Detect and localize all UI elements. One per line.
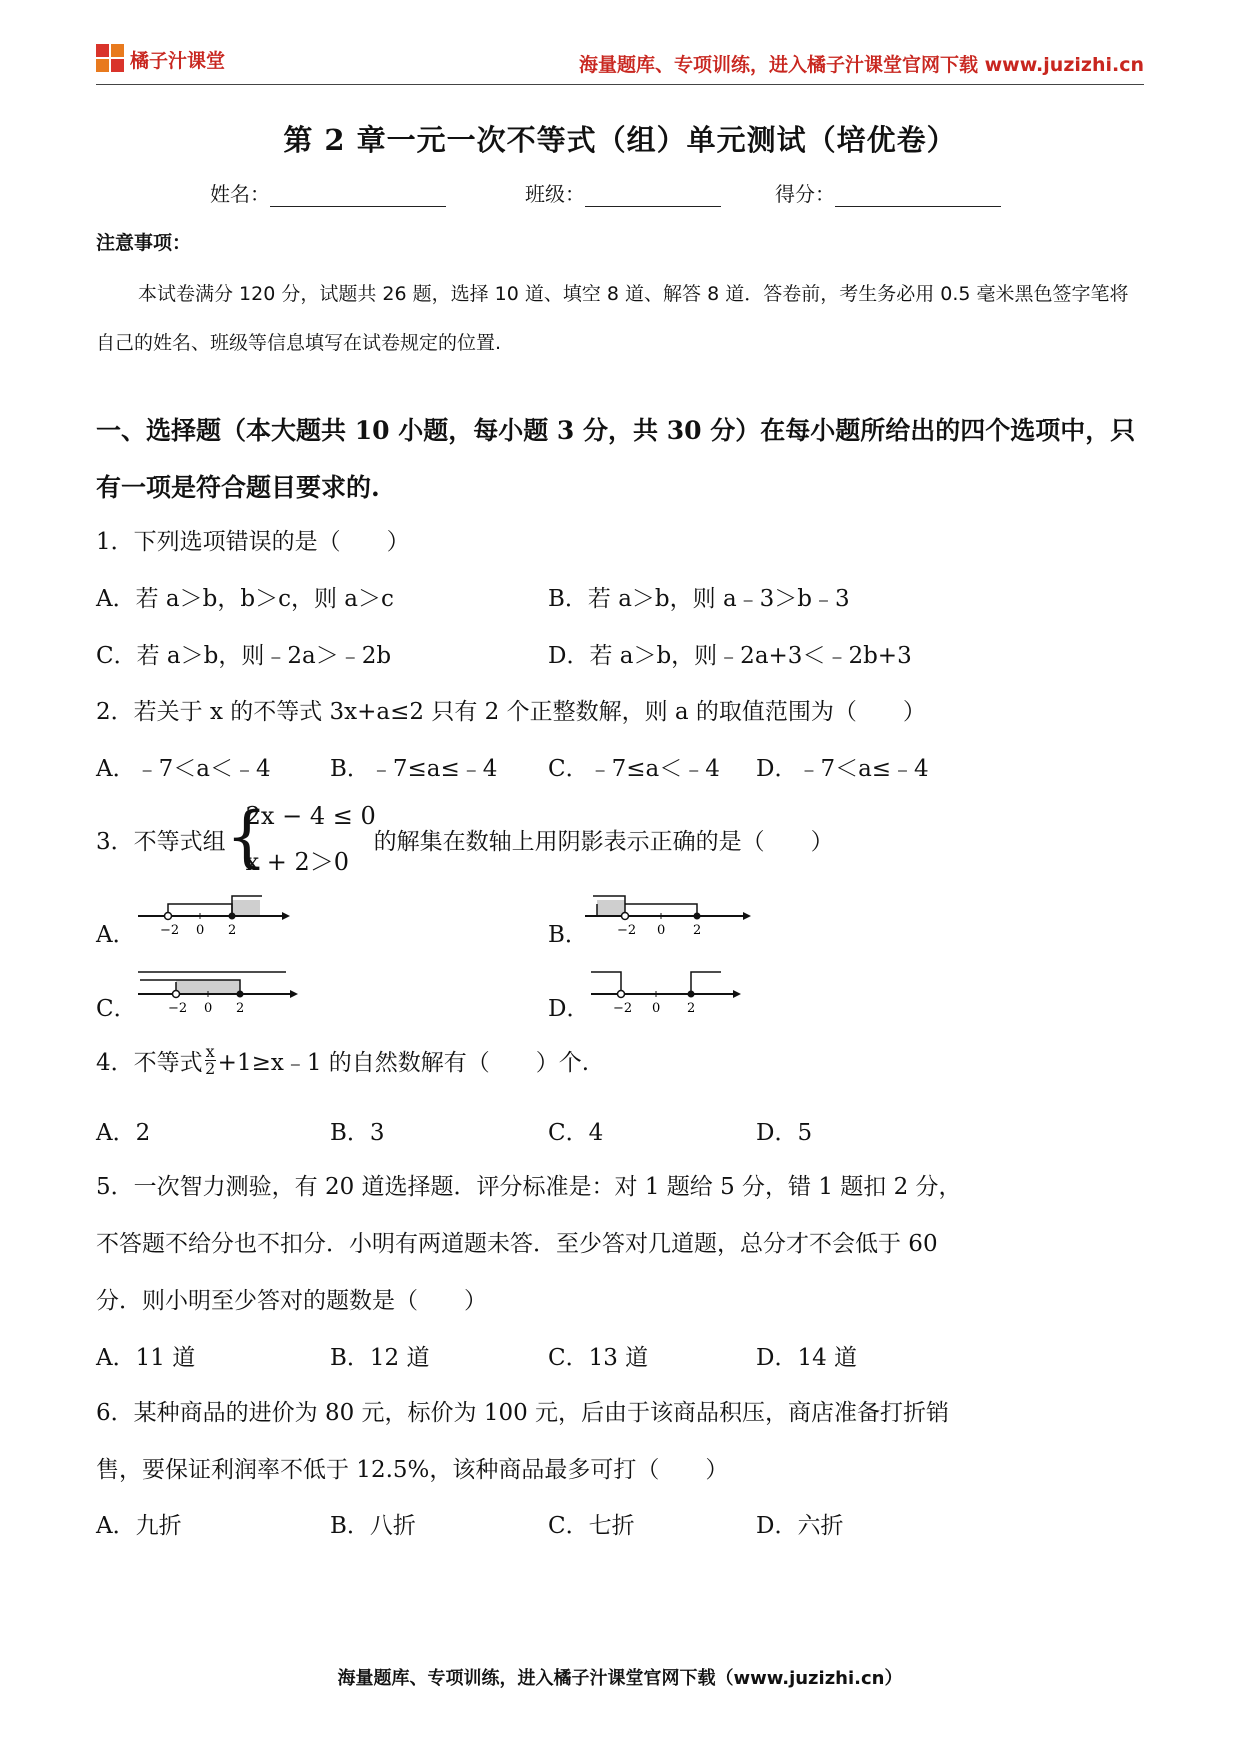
q3-eq2: x + 2＞0 [245,848,350,876]
tick-label: 2 [693,923,702,938]
class-blank [585,188,721,207]
q2-stem: 2．若关于 x 的不等式 3x+a≤2 只有 2 个正整数解，则 a 的取值范围为（ ） [96,699,926,725]
q4-stem [96,1044,589,1077]
shade-region [232,900,260,916]
open-point [165,913,172,920]
tick-label: 0 [652,1001,661,1014]
q3-option-b: B． [548,922,588,948]
q5-stem-line2: 不答题不给分也不扣分．小明有两道题未答．至少答对几道题，总分才不会低于 60 [96,1231,938,1257]
name-label: 姓名： [210,182,270,206]
tick-label: −2 [617,923,637,938]
tick-label: −2 [168,1001,188,1014]
q4-option-d: D．5 [756,1120,813,1146]
axis-arrow [743,912,751,920]
q1-stem: 1．下列选项错误的是（ ） [96,529,410,555]
q4-option-a: A．2 [96,1120,151,1146]
q3-numberline-a [130,886,290,942]
q5-stem-line1: 5．一次智力测验，有 20 道选择题．评分标准是：对 1 题给 5 分，错 1 题扣 2 分， [96,1174,962,1200]
q1-option-b: B．若 a＞b，则 a﹣3＞b﹣3 [548,586,850,612]
open-point [173,991,180,998]
fraction-numerator: x [205,1042,215,1061]
q5-option-b: B．12 道 [330,1345,430,1371]
tick-label: 2 [236,1001,245,1014]
header-tagline: 海量题库、专项训练，进入橘子汁课堂官网下载 www.juzizhi.cn [579,54,1144,76]
q5-option-c: C．13 道 [548,1345,649,1371]
notice-heading: 注意事项： [96,232,192,254]
closed-point [229,913,236,920]
q3-inequality-system [226,800,374,878]
q1-option-c: C．若 a＞b，则﹣2a＞﹣2b [96,643,392,669]
q4-option-c: C．4 [548,1120,604,1146]
notice-body: 本试卷满分 120 分，试题共 26 题，选择 10 道、填空 8 道、解答 8 道．答卷前，考生务必用 0.5 毫米黑色签字笔将自己的姓名、班级等信息填写在试卷规定的位置. [96,283,1129,354]
fraction-denominator: 2 [205,1059,216,1078]
q5-stem-line3: 分．则小明至少答对的题数是（ ） [96,1288,487,1314]
name-blank [270,188,446,207]
q2-option-c: C．﹣7≤a＜﹣4 [548,756,720,782]
score-blank [835,188,1001,207]
shade-region [597,900,625,916]
brace-symbol: { [225,798,268,875]
q6-stem-line1: 6．某种商品的进价为 80 元，标价为 100 元，后由于该商品积压，商店准备打折销 [96,1400,950,1426]
q2-option-d: D．﹣7＜a≤﹣4 [756,756,929,782]
page-title: 第 2 章一元一次不等式（组）单元测试（培优卷） [283,123,957,157]
q1-option-a: A．若 a＞b，b＞c，则 a＞c [96,586,394,612]
range-bracket [691,972,721,994]
q3-option-c: C． [96,996,137,1022]
class-field [525,178,721,207]
open-point [618,991,625,998]
q3-numberline-d [585,958,745,1014]
axis-arrow [290,990,298,998]
q4-stem-post: +1≥x﹣1 的自然数解有（ ）个. [217,1050,590,1076]
closed-point [688,991,695,998]
q6-option-b: B．八折 [330,1513,416,1539]
q2-option-b: B．﹣7≤a≤﹣4 [330,756,498,782]
q1-option-d: D．若 a＞b，则﹣2a+3＜﹣2b+3 [548,643,912,669]
tick-label: 0 [196,923,205,938]
q4-option-b: B．3 [330,1120,385,1146]
score-label: 得分： [775,182,835,206]
header-divider [96,84,1144,85]
q2-option-a: A．﹣7＜a＜﹣4 [96,756,271,782]
tick-label: −2 [160,923,180,938]
tick-label: 2 [687,1001,696,1014]
name-field [210,178,446,207]
page-footer: 海量题库、专项训练，进入橘子汁课堂官网下载（www.juzizhi.cn） [337,1668,903,1689]
q3-stem [96,800,834,878]
open-point [622,913,629,920]
score-field [775,178,1001,207]
axis-arrow [282,912,290,920]
q3-option-a: A． [96,922,136,948]
q5-option-a: A．11 道 [96,1345,196,1371]
q6-stem-line2: 售，要保证利润率不低于 12.5%，该种商品最多可打（ ） [96,1457,729,1483]
q6-option-a: A．九折 [96,1513,182,1539]
q3-stem-post: 的解集在数轴上用阴影表示正确的是（ ） [373,828,834,855]
logo-icon [96,44,126,74]
tick-label: −2 [613,1001,633,1014]
q4-fraction [205,1044,216,1077]
class-label: 班级： [525,182,585,206]
q3-numberline-c [130,958,300,1014]
q3-eq1: 2x − 4 ≤ 0 [245,802,376,830]
q3-option-d: D． [548,996,590,1022]
tick-label: 0 [657,923,666,938]
q3-numberline-b [585,886,755,942]
q3-stem-pre: 3．不等式组 [96,828,226,855]
closed-point [237,991,244,998]
q6-option-c: C．七折 [548,1513,635,1539]
tick-label: 0 [204,1001,213,1014]
range-bracket [591,972,621,994]
q6-option-d: D．六折 [756,1513,844,1539]
section-heading: 一、选择题（本大题共 10 小题，每小题 3 分，共 30 分）在每小题所给出的四个选项中，只有一项是符合题目要求的. [96,416,1136,502]
closed-point [694,913,701,920]
brand-name: 橘子汁课堂 [130,49,226,72]
tick-label: 2 [228,923,237,938]
brand-logo [96,44,225,74]
axis-arrow [733,990,741,998]
q4-stem-pre: 4．不等式 [96,1050,203,1076]
q5-option-d: D．14 道 [756,1345,858,1371]
